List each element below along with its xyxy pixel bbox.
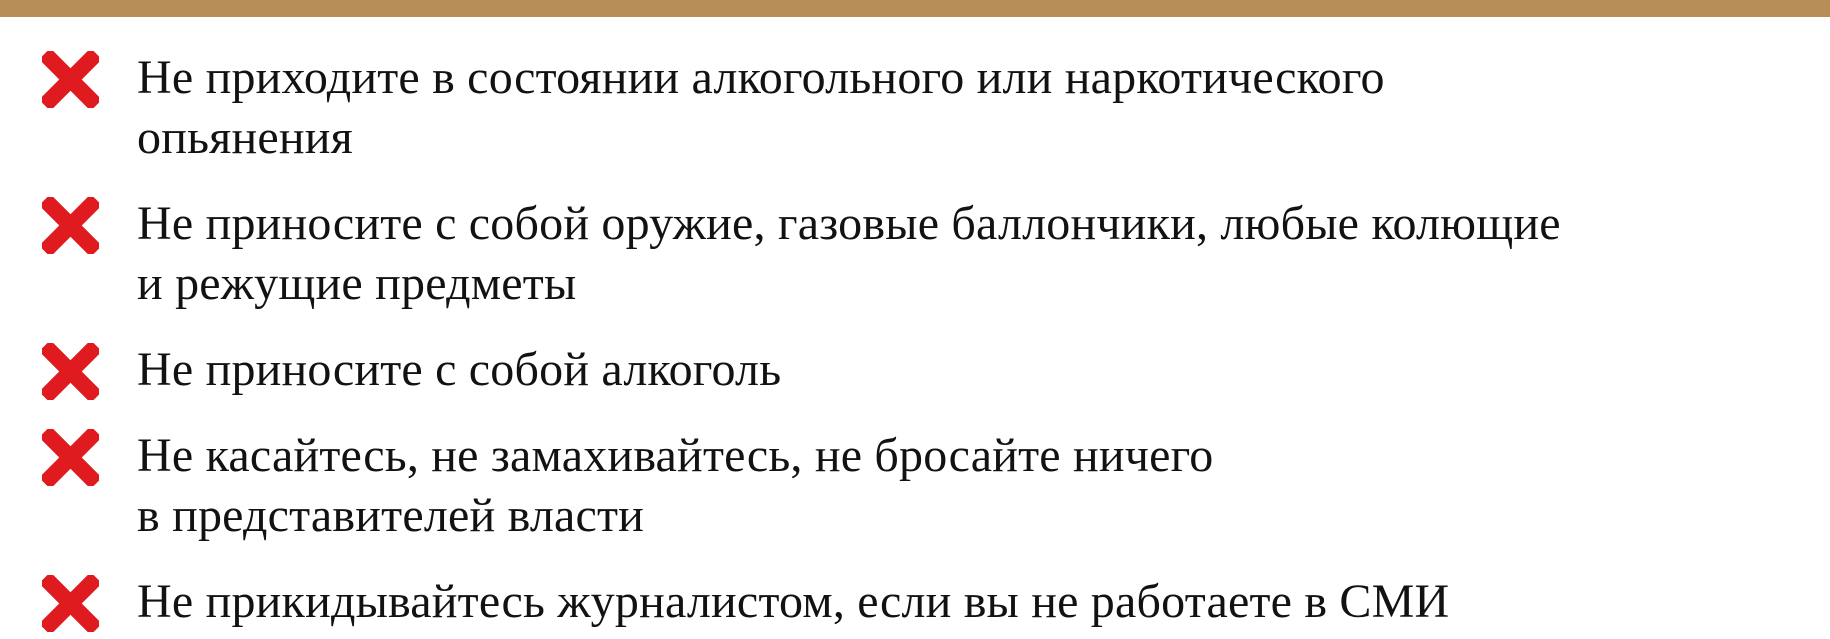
- rule-text: [137, 194, 1561, 314]
- red-cross-icon: [42, 343, 99, 400]
- rule-text-line-1: Не касайтесь, не замахивайтесь, не бросайте ничего: [137, 429, 1214, 482]
- rule-text-line-1: Не приносите с собой оружие, газовые баллончики, любые колющие: [137, 197, 1561, 250]
- rules-list: [0, 17, 1830, 632]
- rule-item: [42, 572, 1800, 632]
- red-cross-icon: [42, 197, 99, 254]
- red-cross-icon: [42, 575, 99, 632]
- top-accent-bar: [0, 0, 1830, 17]
- rule-text-line-1: Не прикидывайтесь журналистом, если вы не работаете в СМИ: [137, 575, 1450, 628]
- rule-item: [42, 194, 1800, 314]
- red-cross-icon: [42, 51, 99, 108]
- rule-text-line-2: в представителей власти: [137, 489, 645, 542]
- rule-text-line-2: опьянения: [137, 111, 353, 164]
- rule-text-line-1: Не приходите в состоянии алкогольного или наркотического: [137, 51, 1385, 104]
- red-cross-icon: [42, 429, 99, 486]
- rule-item: [42, 426, 1800, 546]
- rule-text: [137, 48, 1385, 168]
- rule-item: [42, 340, 1800, 400]
- rule-text: [137, 572, 1449, 632]
- rule-item: [42, 48, 1800, 168]
- rule-text-line-2: и режущие предметы: [137, 257, 577, 310]
- rule-text-line-1: Не приносите с собой алкоголь: [137, 343, 782, 396]
- rule-text: [137, 340, 781, 400]
- rule-text: [137, 426, 1214, 546]
